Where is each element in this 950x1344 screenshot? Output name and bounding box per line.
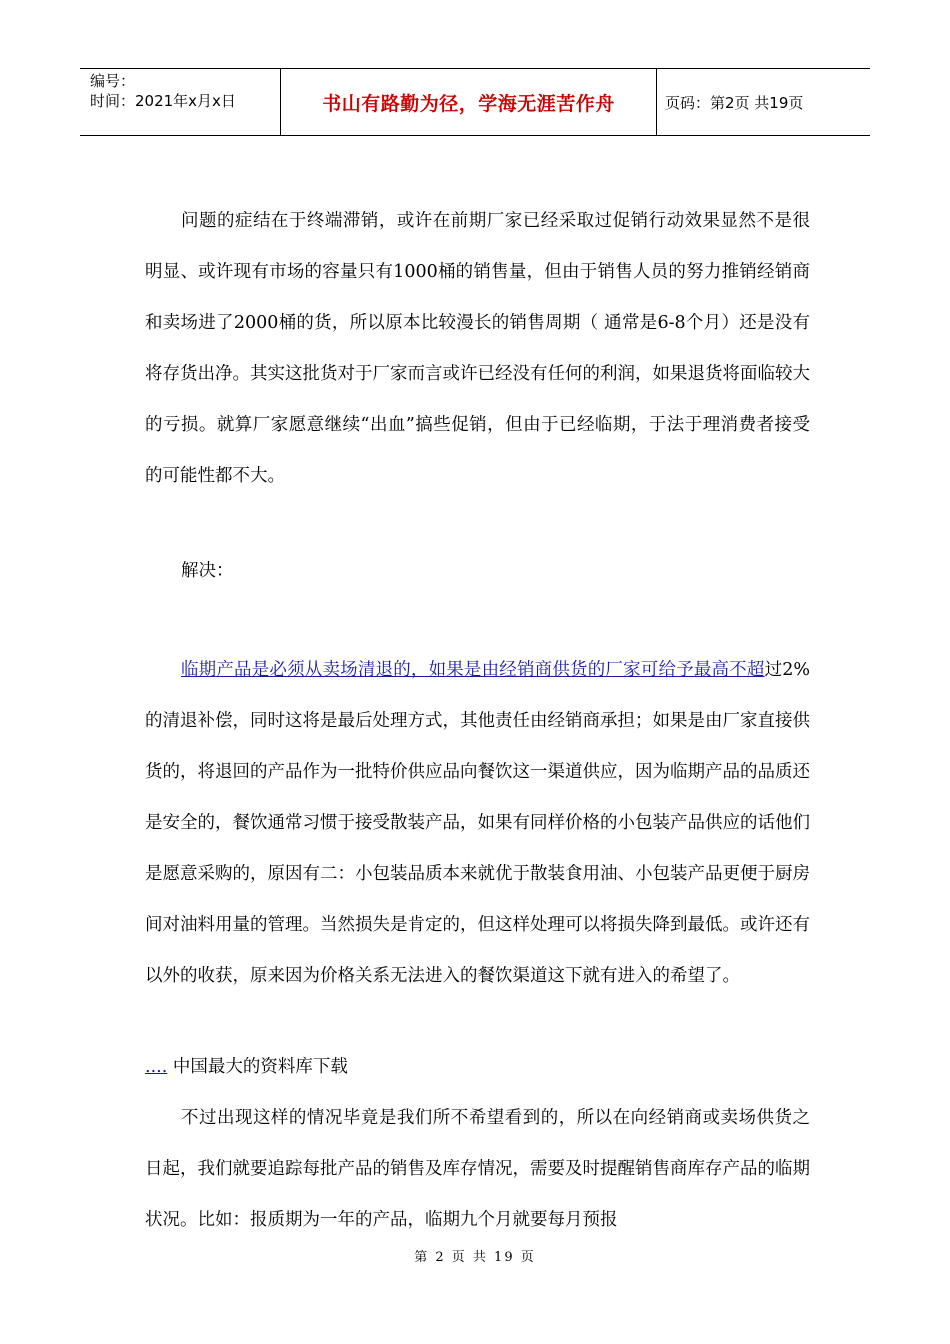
header-motto-cell bbox=[281, 69, 657, 136]
source-text: 中国最大的资料库下载 bbox=[167, 1057, 348, 1077]
paragraph-problem: 问题的症结在于终端滞销，或许在前期厂家已经采取过促销行动效果显然不是很明显、或许现有市场的容量只有1000桶的销售量，但由于销售人员的努力推销经销商和卖场进了2000桶的货，所以原本比较漫长的销售周期（ 通常是6-8个月）还是没有将存货出净。其实这批货对于厂家而言或许已经没有任何的利润，如果退货将面临较大的亏损。就算厂家愿意继续“出血”搞些促销，但由于已经临期，于法于理消费者接受的可能性都不大。 bbox=[145, 211, 810, 486]
header-page-info: 页码：第2页 共19页 bbox=[665, 93, 804, 112]
document-header bbox=[80, 68, 870, 136]
paragraph-solution-label: 解决： bbox=[181, 561, 234, 581]
paragraph-source bbox=[145, 1043, 810, 1091]
document-body-source bbox=[145, 1043, 810, 1091]
paragraph-solution bbox=[145, 645, 810, 1002]
source-link[interactable]: .... bbox=[145, 1057, 168, 1077]
document-time-label: 时间：2021年x月x日 bbox=[90, 92, 236, 110]
paragraph-followup: 不过出现这样的情况毕竟是我们所不希望看到的，所以在向经销商或卖场供货之日起，我们就要追踪每批产品的销售及库存情况，需要及时提醒销售商库存产品的临期状况。比如：报质期为一年的产品，临期九个月就要每月预报 bbox=[145, 1108, 810, 1230]
solution-link[interactable]: 临期产品是必须从卖场清退的，如果是由经销商供货的厂家可给予最高不超 bbox=[181, 660, 765, 680]
document-body-solution bbox=[145, 645, 810, 1002]
document-number-label: 编号： bbox=[90, 72, 136, 90]
solution-text: 过2%的清退补偿，同时这将是最后处理方式，其他责任由经销商承担；如果是由厂家直接供货的，将退回的产品作为一批特价供应品向餐饮这一渠道供应，因为临期产品的品质还是安全的，餐饮通常习惯于接受散装产品，如果有同样价格的小包装产品供应的话他们是愿意采购的，原因有二：小包装品质本来就优于散装食用油、小包装产品更便于厨房间对油料用量的管理。当然损失是肯定的，但这样处理可以将损失降到最低。或许还有以外的收获，原来因为价格关系无法进入的餐饮渠道这下就有进入的希望了。 bbox=[145, 660, 811, 986]
document-body bbox=[145, 196, 810, 502]
document-body-solution-label bbox=[145, 546, 810, 597]
header-meta-cell bbox=[80, 69, 281, 136]
page-footer: 第 2 页 共 19 页 bbox=[414, 1250, 536, 1265]
document-body-followup bbox=[145, 1093, 810, 1246]
header-page-cell bbox=[657, 69, 871, 136]
header-motto: 书山有路勤为径，学海无涯苦作舟 bbox=[322, 92, 615, 115]
